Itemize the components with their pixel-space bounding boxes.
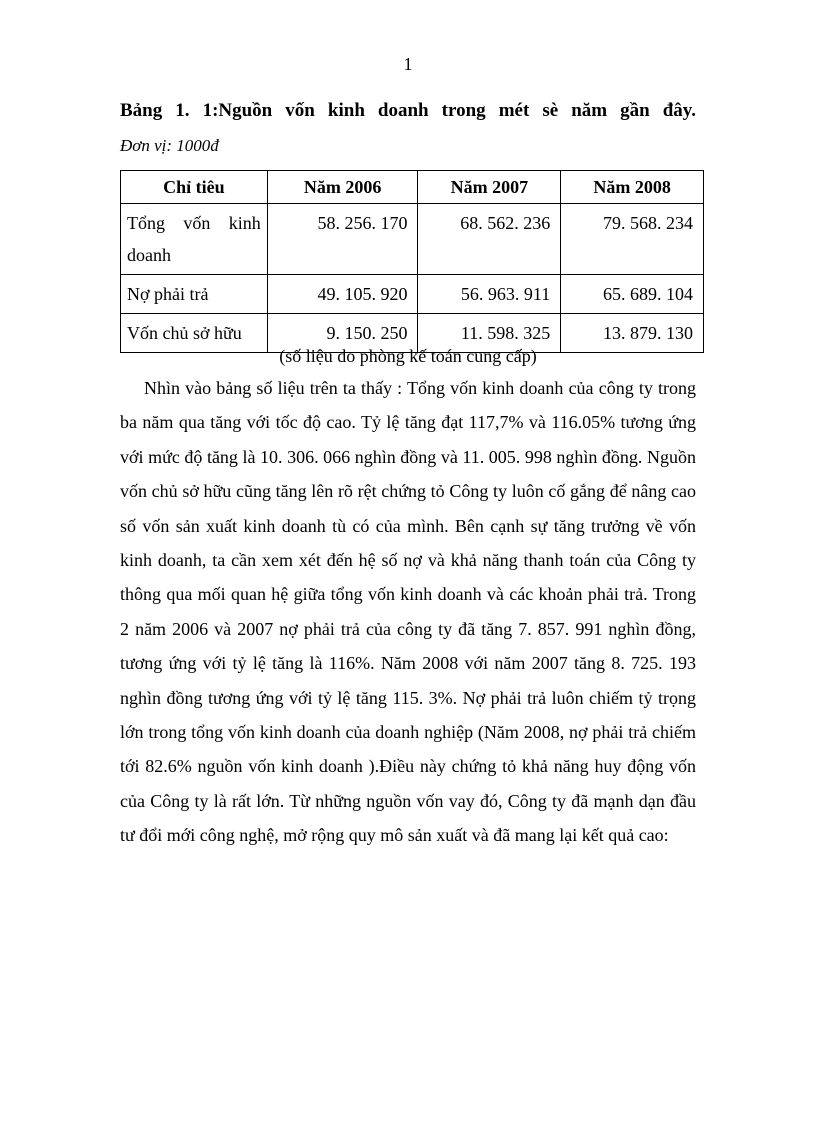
cell-value: 79. 568. 234 [561,204,704,275]
cell-value: 65. 689. 104 [561,275,704,314]
cell-value: 49. 105. 920 [267,275,418,314]
cell-value: 11. 598. 325 [418,314,561,353]
table-row [121,204,704,275]
cell-value: 58. 256. 170 [267,204,418,275]
cell-value: 13. 879. 130 [561,314,704,353]
header-indicator: Chỉ tiêu [121,171,268,204]
capital-table [120,170,704,353]
header-year-2006: Năm 2006 [267,171,418,204]
table-row [121,275,704,314]
row-label: Tổng vốn kinh doanh [121,204,268,275]
body-paragraph: Nhìn vào bảng số liệu trên ta thấy : Tổng vốn kinh doanh của công ty trong ba năm qua tăng với tốc độ cao. Tỷ lệ tăng đạt 117,7% và 116.05% tương ứng với mức độ tăng là 10. 306. 066 nghìn đồng và 11. 005. 998 nghìn đồng. Nguồn vốn chủ sở hữu cũng tăng lên rõ rệt chứng tỏ Công ty luôn cố gắng để nâng cao số vốn sản xuất kinh doanh tù có của mình. Bên cạnh sự tăng trưởng về vốn kinh doanh, ta cần xem xét đến hệ số nợ và khả năng thanh toán của Công ty thông qua mối quan hệ giữa tổng vốn kinh doanh và các khoản phải trả. Trong 2 năm 2006 và 2007 nợ phải trả của công ty đã tăng 7. 857. 991 nghìn đồng, tương ứng với tỷ lệ tăng là 116%. Năm 2008 với năm 2007 tăng 8. 725. 193 nghìn đồng tương ứng với tỷ lệ tăng 115. 3%. Nợ phải trả luôn chiếm tỷ trọng lớn trong tổng vốn kinh doanh của doanh nghiệp (Năm 2008, nợ phải trả chiếm tới 82.6% nguồn vốn kinh doanh ).Điều này chứng tỏ khả năng huy động vốn của Công ty là rất lớn. Từ những nguồn vốn vay đó, Công ty đã mạnh dạn đầu tư đổi mới công nghệ, mở rộng quy mô sản xuất và đã mang lại kết quả cao: [120,378,696,846]
header-year-2008: Năm 2008 [561,171,704,204]
row-label: Vốn chủ sở hữu [121,314,268,353]
table-header-row [121,171,704,204]
table-caption: Bảng 1. 1:Nguồn vốn kinh doanh trong mét sè năm gần đây. [120,100,696,121]
header-year-2007: Năm 2007 [418,171,561,204]
cell-value: 68. 562. 236 [418,204,561,275]
row-label: Nợ phải trả [121,275,268,314]
source-note: (số liệu do phòng kế toán cung cấp) [279,346,537,366]
unit-label: Đơn vị: 1000đ [120,136,219,155]
cell-value: 56. 963. 911 [418,275,561,314]
page-number: 1 [403,54,413,74]
cell-value: 9. 150. 250 [267,314,418,353]
